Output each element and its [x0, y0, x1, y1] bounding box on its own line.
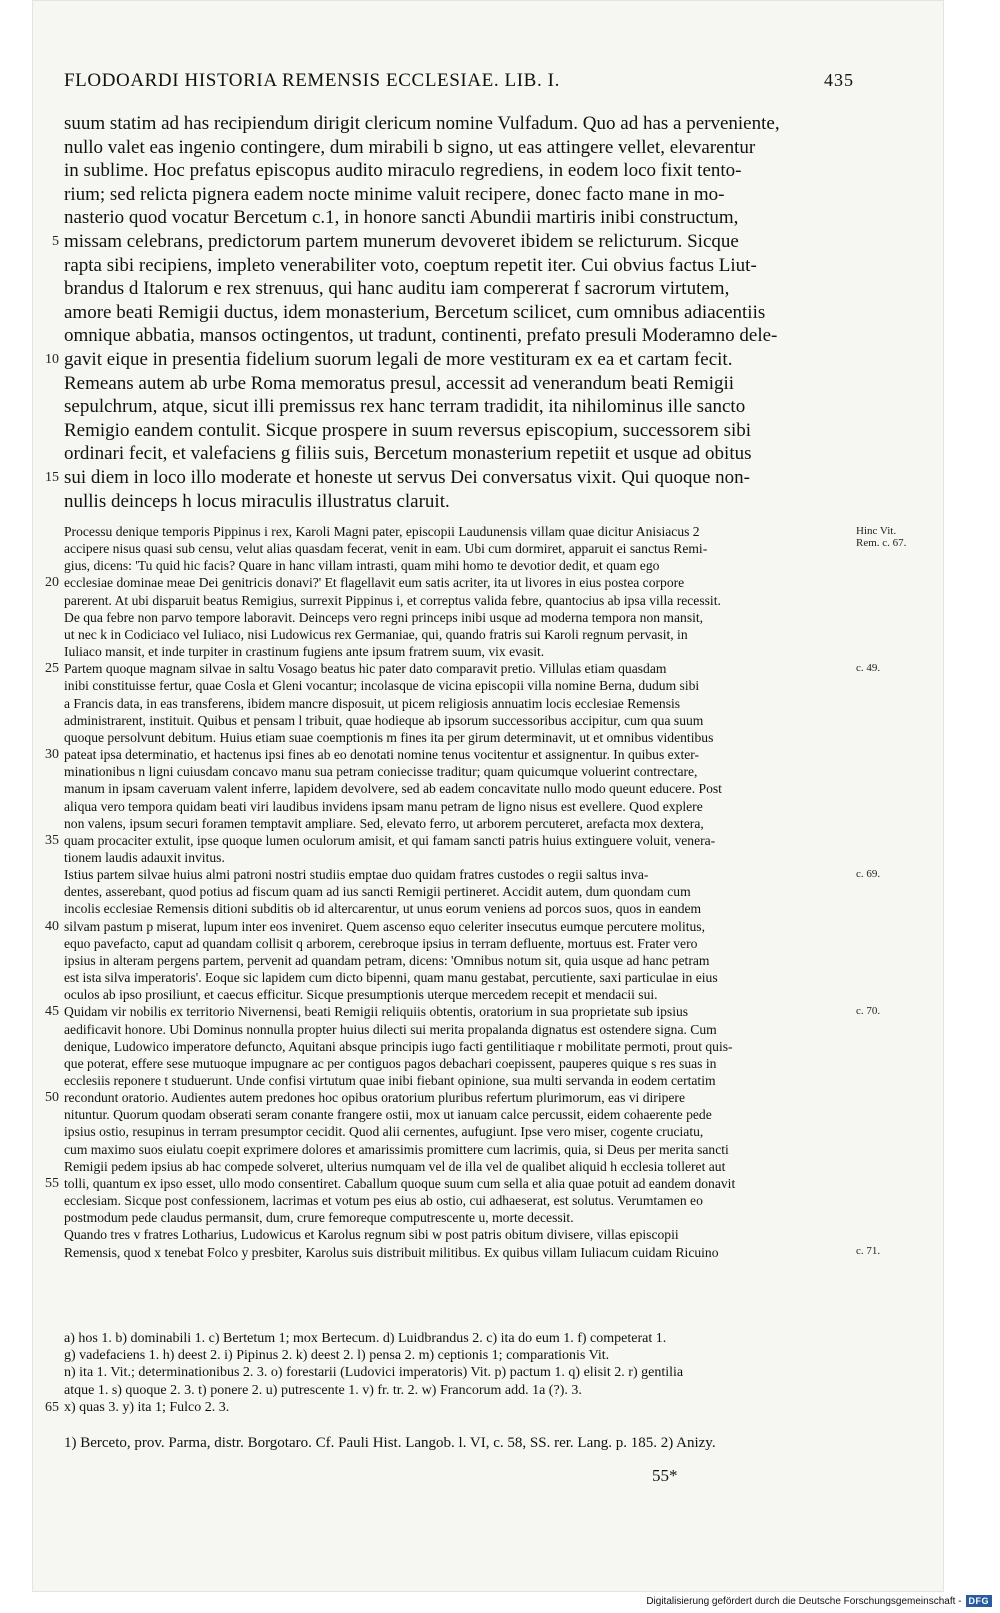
commentary-line-text: ecclesiae dominae meae Dei genitricis donavi?' Et flagellavit eum satis acriter, ita ut livores in eius postea corpore — [64, 575, 685, 591]
commentary-line-text: ipsius in alteram pergens partem, pervenit ad quandam petram, dicens: 'Omnibus notum sit, quia usque ad hanc petram — [64, 952, 710, 968]
main-text-line-text: nullo valet eas ingenio contingere, dum mirabili b signo, ut eas attingere vellet, elevarentur — [64, 136, 756, 158]
commentary-line — [64, 900, 854, 917]
main-text-line — [64, 277, 854, 301]
commentary-line-text: pateat ipsa determinatio, et hactenus ipsi fines ab eo denotati nomine tenus vocitentur et assignentur. In quibus exter- — [64, 747, 700, 763]
footnote-line — [64, 1347, 854, 1364]
line-number: 35 — [45, 832, 59, 848]
main-text-line — [64, 372, 854, 396]
commentary-line — [64, 609, 854, 626]
main-text-line — [64, 395, 854, 419]
commentary-line-text: dentes, asserebant, quod potius ad fiscum quam ad ius sancti Remigii pertineret. Accidit autem, dum quondam cum — [64, 884, 691, 900]
commentary-line — [45, 1003, 854, 1020]
commentary-line-text: accipere nisus quasi sub censu, velut alias quasdam fecerat, venit in eam. Ubi cum dormiret, apparuit ei sanctus Remi- — [64, 541, 708, 557]
commentary-line — [64, 969, 854, 986]
main-text-line — [45, 348, 854, 372]
commentary-line — [64, 986, 854, 1003]
commentary-line — [64, 1209, 854, 1226]
commentary-line-text: quam procaciter extulit, ipse quoque lumen oculorum amisit, et qui famam sancti patris huius extinguere voluit, venera- — [64, 832, 716, 848]
main-text-line — [64, 490, 854, 514]
main-text-line — [64, 206, 854, 230]
main-text-line — [64, 324, 854, 348]
commentary-line-text: recondunt oratorio. Audientes autem predones hoc opibus oratorium pluribus refertum plurimorum, eas vi diripere — [64, 1090, 685, 1106]
commentary-line-text: denique, Ludowico imperatore defuncto, Aquitani absque principis iugo facti gentilitiaque r mobilitate permoti, prout quis- — [64, 1038, 733, 1054]
footnote-line-text: g) vadefaciens 1. h) deest 2. i) Pipinus 2. k) deest 2. l) pensa 2. m) ceptionis 1; comparationis Vit. — [64, 1348, 610, 1364]
commentary-line — [64, 1123, 854, 1140]
footnote-line-text: atque 1. s) quoque 2. 3. t) ponere 2. u) putrescente 1. v) fr. tr. 2. w) Francorum add. 1a (?). 3. — [64, 1382, 582, 1398]
commentary-line-text: silvam pastum p miserat, lupum inter eos inveniret. Quem ascenso equo celeriter insecutus eumque percutere molitus, — [64, 918, 705, 934]
commentary-line — [64, 1055, 854, 1072]
commentary-line-text: quoque persolvunt debitum. Huius etiam suae coemptionis m fines ita per girum determinavit, ut et omnibus videntibus — [64, 729, 714, 745]
commentary-line — [45, 574, 854, 591]
margin-reference: c. 49. — [856, 662, 881, 675]
commentary-line-text: minationibus n ligni cuiusdam concavo manu sua petram coniecisse traditur; quam quicumque voluerint contrectare, — [64, 764, 698, 780]
commentary-line — [64, 1244, 854, 1261]
commentary-line-text: nituntur. Quorum quodam obserati seram conante frangere ostii, mox ut ianuam calce percussit, eidem cohaerente pede — [64, 1107, 712, 1123]
commentary-line — [45, 1089, 854, 1106]
main-text-block — [45, 112, 854, 513]
commentary-line — [64, 592, 854, 609]
dfg-logo: DFG — [966, 1595, 993, 1607]
commentary-line — [64, 952, 854, 969]
footnote-line-text: a) hos 1. b) dominabili 1. c) Bertetum 1; mox Bertecum. d) Luidbrandus 2. c) ita do eum 1. f) competerat 1. — [64, 1331, 667, 1346]
main-text-line — [64, 419, 854, 443]
main-text-line — [45, 466, 854, 490]
footnote-line-text: n) ita 1. Vit.; determinationibus 2. 3. o) forestarii (Ludovici imperatoris) Vit. p) pactum 1. q) elisit 2. r) gentilia — [64, 1365, 684, 1381]
commentary-line-text: Istius partem silvae huius almi patroni nostri studiis emptae duo quidam fratres custodes o regii saltus inva- — [64, 867, 649, 883]
commentary-line-text: est ista silva imperatoris'. Eoque sic lapidem cum dicto bipenni, quam manu gestabat, percutiente, saxi particulae in eius — [64, 970, 718, 986]
line-number: 55 — [45, 1175, 59, 1191]
line-number: 10 — [45, 351, 59, 367]
commentary-line-text: ecclesiis reponere t studuerunt. Unde confisi virtutum quae inibi fiebant opinione, sua multi servanda in eodem certatim — [64, 1073, 716, 1088]
commentary-line — [64, 883, 854, 900]
main-text-line-text: sepulchrum, atque, sicut illi premissus rex hanc terram tradidit, ita nihilominus ille sancto — [64, 396, 746, 418]
main-text-line-text: nasterio quod vocatur Bercetum c.1, in honore sancti Abundii martiris inibi constructum, — [64, 207, 739, 229]
main-text-line-text: Remeans autem ab urbe Roma memoratus presul, accessit ad venerandum beati Remigii — [64, 372, 735, 394]
line-number: 5 — [52, 233, 59, 249]
commentary-line — [64, 798, 854, 815]
line-number: 50 — [45, 1090, 59, 1106]
footnote-line-text: x) quas 3. y) ita 1; Fulco 2. 3. — [64, 1399, 230, 1415]
commentary-line-text: oculos ab ipso prosiliunt, et caecus efficitur. Sicque presumptionis uterque mercedem recepit et mendacii sui. — [64, 987, 658, 1003]
main-text-line — [64, 159, 854, 183]
commentary-line-text: aedificavit honore. Ubi Dominus nonnulla propter huius dilecti sui merita propalanda dignatus est ostendere signa. Cum — [64, 1021, 717, 1037]
main-text-line-text: missam celebrans, predictorum partem munerum devoveret ibidem se relicturum. Sicque — [64, 230, 739, 252]
signature-mark: 55* — [652, 1466, 678, 1485]
commentary-line — [64, 712, 854, 729]
commentary-line-text: Remensis, quod x tenebat Folco y presbiter, Karolus suis distribuit militibus. Ex quibus villam Iuliacum cuidam Ricuino — [64, 1244, 719, 1260]
commentary-line-text: parerent. At ubi disparuit beatus Remigius, surrexit Pippinus i, et correptus valida febre, quantocius ab ipsa villa recessit. — [64, 592, 721, 608]
commentary-line — [64, 763, 854, 780]
line-number: 15 — [45, 469, 59, 485]
main-text-line — [64, 183, 854, 207]
commentary-line — [64, 540, 854, 557]
main-text-line-text: Remigio eandem contulit. Sicque prospere in suum reversus episcopium, successorem sibi — [64, 419, 752, 441]
commentary-line-text: non valens, ipsum securi foramen temptavit ampliare. Sed, elevato ferro, ut arborem percuteret, arefacta mox dextera, — [64, 815, 704, 831]
commentary-line — [64, 677, 854, 694]
commentary-line — [64, 557, 854, 574]
commentary-line — [64, 523, 854, 540]
commentary-line — [45, 1175, 854, 1192]
margin-reference: Hinc Vit. Rem. c. 67. — [856, 525, 907, 549]
running-header — [64, 70, 854, 92]
commentary-line-text: Iuliaco mansit, et inde turpiter in crastinum fugiens ante ipsum fratrem suum, vix evasit. — [64, 644, 545, 660]
main-text-line — [64, 136, 854, 160]
commentary-line-text: manum in ipsam caveruam valent inferre, lapidem devolvere, sed ab eadem concavitate nullo modo queunt educere. Post — [64, 781, 722, 797]
commentary-line-text: ut nec k in Codiciaco vel Iuliaco, nisi Ludowicus rex Germaniae, qui, quando fratris sui Karoli regnum pervasit, in — [64, 626, 688, 642]
commentary-line — [64, 1192, 854, 1209]
footnote-line — [64, 1364, 854, 1381]
main-text-line-text: nullis deinceps h locus miraculis illustratus claruit. — [64, 490, 450, 512]
main-text-line-text: rapta sibi recipiens, impleto venerabiliter voto, coeptum repetit iter. Cui obvius factus Liut- — [64, 254, 757, 276]
commentary-line — [64, 695, 854, 712]
page-number: 435 — [824, 70, 854, 90]
main-text-line-text: ordinari fecit, et valefaciens g filiis suis, Bercetum monasterium repetiit et usque ad obitus — [64, 443, 752, 465]
main-text-line-text: suum statim ad has recipiendum dirigit clericum nomine Vulfadum. Quo ad has a perveniente, — [64, 113, 780, 134]
main-text-line-text: in sublime. Hoc prefatus episcopus audito miraculo regrediens, in eodem loco fixit tento- — [64, 160, 742, 182]
main-text-line — [64, 254, 854, 278]
commentary-line-text: ecclesiam. Sicque post confessionem, lacrimas et votum pes eius ab ostio, cui adhaeserat, est solutus. Verumtamen eo — [64, 1193, 703, 1209]
critical-apparatus — [45, 1330, 854, 1416]
commentary-line — [64, 643, 854, 660]
commentary-line — [45, 832, 854, 849]
commentary-line-text: cum maximo suos eiulatu coepit exprimere dolores et amarissimis promittere cum lacrimis, quia, si Deus per merita sancti — [64, 1141, 729, 1157]
commentary-line-text: inibi constituisse fertur, quae Cosla et Gleni vocantur; incolasque de vicina episcopii villa nomine Berna, dudum sibi — [64, 678, 700, 694]
main-text-line — [64, 301, 854, 325]
line-number: 20 — [45, 575, 59, 591]
main-text-line-text: sui diem in loco illo moderate et honeste ut servus Dei conversatus vixit. Qui quoque non- — [64, 466, 750, 488]
commentary-text-block — [45, 523, 854, 1261]
commentary-line — [64, 1141, 854, 1158]
footnote-line — [64, 1382, 854, 1399]
margin-reference: c. 69. — [856, 868, 881, 880]
main-text-line-text: omnique abbatia, mansos octingentos, ut tradunt, continenti, prefato presuli Moderamno dele- — [64, 325, 778, 347]
commentary-line — [64, 815, 854, 832]
line-number: 45 — [45, 1004, 59, 1020]
commentary-line-text: ipsius ostio, resupinus in terram presumptor cecidit. Quod alii cernentes, aufugiunt. Ipse vero miser, cogente cruciatu, — [64, 1124, 704, 1140]
commentary-line — [64, 1038, 854, 1055]
commentary-line — [64, 626, 854, 643]
main-text-line-text: gavit eique in presentia fidelium suorum legali de more vestituram ex ea et cartam fecit. — [64, 348, 733, 370]
commentary-line-text: que poterat, effere sese mutuoque impugnare ac per contiguos pagos debachari coepissent, pauperes quique s res suas in — [64, 1055, 717, 1071]
commentary-line — [64, 935, 854, 952]
main-text-line-text: rium; sed relicta pignera eadem nocte minime valuit recipere, donec facto mane in mo- — [64, 183, 725, 205]
commentary-line-text: postmodum pede claudus permansit, dum, crure femoreque computrescente u, morte decessit. — [64, 1210, 574, 1226]
commentary-line — [64, 729, 854, 746]
commentary-line-text: Quando tres v fratres Lotharius, Ludowicus et Karolus regnum sibi w post patris obitum divisere, villas episcopii — [64, 1227, 679, 1243]
commentary-line-text: tionem laudis adauxit invitus. — [64, 849, 225, 865]
line-number: 65 — [45, 1399, 59, 1415]
commentary-line — [45, 918, 854, 935]
commentary-line-text: equo pavefacto, caput ad quandam collisit q arborem, cerebroque ipsius in terram defluente, mortuus est. Frater vero — [64, 935, 698, 951]
commentary-line-text: Partem quoque magnam silvae in saltu Vosago beatus hic pater dato comparavit pretio. Villulas etiam quasdam — [64, 661, 667, 677]
footnote-line — [64, 1330, 854, 1347]
commentary-line — [64, 849, 854, 866]
margin-reference: c. 70. — [856, 1005, 881, 1018]
commentary-line — [64, 1226, 854, 1243]
main-text-line-text: brandus d Italorum e rex strenuus, qui hanc auditu iam compererat f sacrorum virtutem, — [64, 278, 730, 300]
commentary-line-text: a Francis data, in eas transferens, ibidem mancre disposuit, ut picem religiosis annuatim locis ecclesiae Remensis — [64, 695, 681, 711]
main-text-line — [64, 112, 854, 136]
line-number: 30 — [45, 747, 59, 763]
running-title: FLODOARDI HISTORIA REMENSIS ECCLESIAE. LIB. I. — [64, 70, 560, 91]
commentary-line-text: De qua febre non parvo tempore laboravit. Deinceps vero regni princeps inibi usque ad moderna tempora non mansit, — [64, 609, 704, 625]
margin-reference: c. 71. — [856, 1245, 881, 1258]
footnote-line — [45, 1399, 854, 1416]
commentary-line — [64, 780, 854, 797]
commentary-line-text: administrarent, instituit. Quibus et pensam l tribuit, quae hodieque ab ipsorum successoribus accipitur, cum qua suum — [64, 712, 704, 728]
line-number: 25 — [45, 661, 59, 677]
main-text-line — [64, 442, 854, 466]
commentary-line-text: aliqua vero tempora quidam beati viri laudibus invidens ipsam manu petram de ligno nisus est evellere. Quod explere — [64, 798, 703, 814]
commentary-line-text: tolli, quantum ex ipso esset, ullo modo consentiret. Caballum quoque suum cum sella et alia quae potuit ad eandem donavit — [64, 1175, 736, 1191]
line-number: 40 — [45, 918, 59, 934]
commentary-line-text: Processu denique temporis Pippinus i rex, Karoli Magni pater, episcopii Laudunensis villam quae dicitur Anisiacus 2 — [64, 524, 700, 539]
digitization-credit — [646, 1595, 992, 1607]
commentary-line — [64, 866, 854, 883]
commentary-line-text: Quidam vir nobilis ex territorio Nivernensi, beati Remigii reliquiis obtentis, oratorium in sua proprietate sub ipsius — [64, 1004, 689, 1020]
commentary-line — [64, 1158, 854, 1175]
commentary-line — [45, 746, 854, 763]
commentary-line-text: Remigii pedem ipsius ab hac compede solveret, ulterius numquam vel de illa vel de qualibet aliquid h ecclesia tolleret aut — [64, 1158, 726, 1174]
commentary-line — [64, 1021, 854, 1038]
main-text-line — [52, 230, 854, 254]
commentary-line — [64, 1072, 854, 1089]
main-text-line-text: amore beati Remigii ductus, idem monasterium, Bercetum scilicet, cum omnibus adiacentiis — [64, 301, 766, 323]
credit-text: Digitalisierung gefördert durch die Deutsche Forschungsgemeinschaft - — [646, 1595, 962, 1607]
commentary-line — [45, 660, 854, 677]
commentary-line — [64, 1106, 854, 1123]
source-footnote: 1) Berceto, prov. Parma, distr. Borgotaro. Cf. Pauli Hist. Langob. l. VI, c. 58, SS. rer. Lang. p. 185. 2) Anizy. — [64, 1435, 716, 1451]
commentary-line-text: gius, dicens: 'Tu quid hic facis? Quare in hanc villam intrasti, quam mihi homo te devotior dedit, et quam ego — [64, 558, 660, 574]
commentary-line-text: incolis ecclesiae Remensis ditioni subditis ob id altercarentur, ut unus eorum veniens ad porcos suos, quos in eandem — [64, 901, 702, 917]
